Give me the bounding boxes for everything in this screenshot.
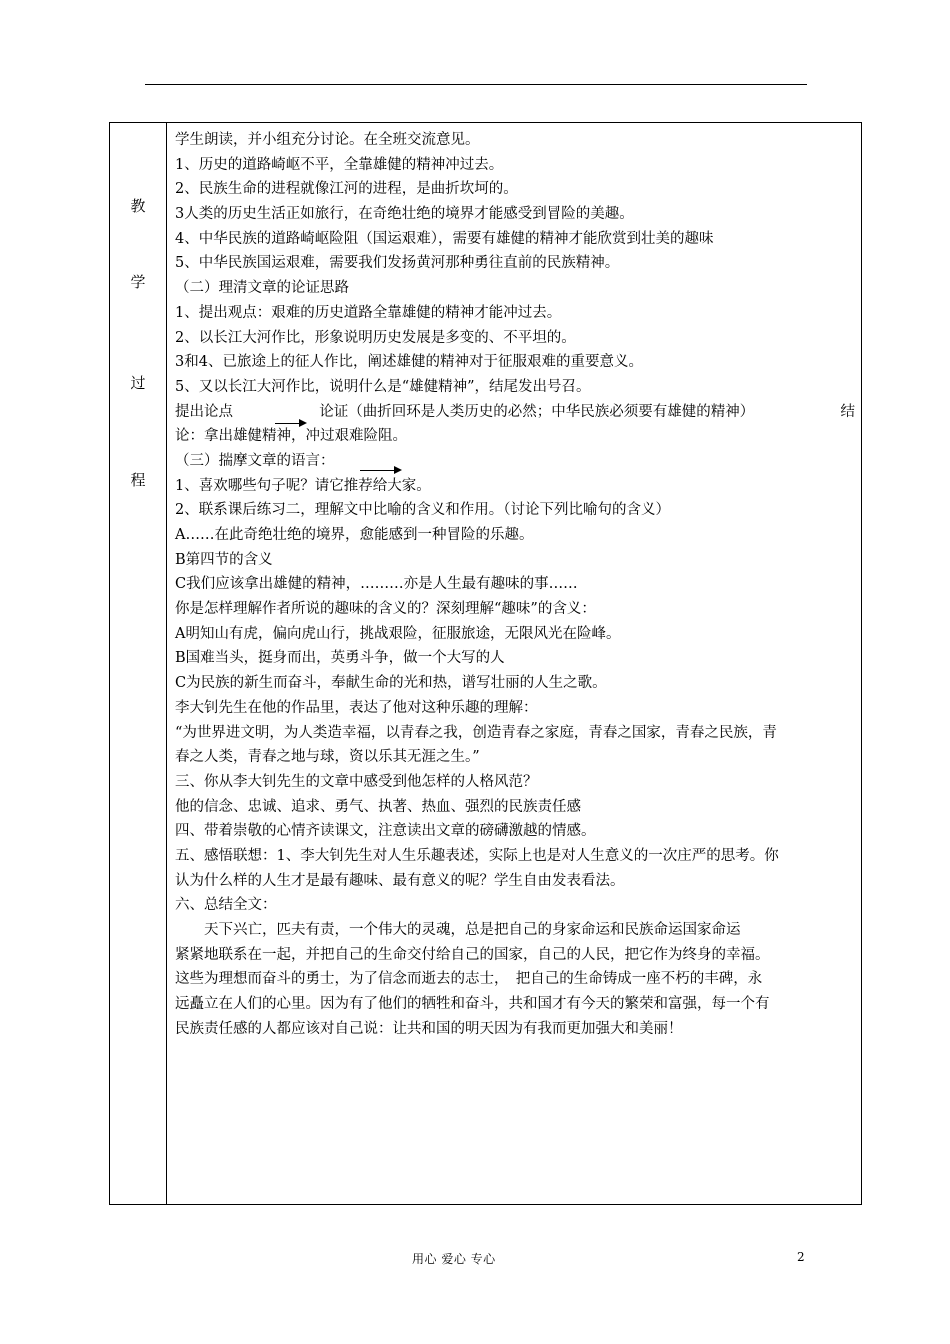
text-line: 他的信念、忠诚、追求、勇气、执著、热血、强烈的民族责任感 — [175, 798, 581, 815]
text-line: 3人类的历史生活正如旅行，在奇绝壮绝的境界才能感受到冒险的美趣。 — [175, 206, 634, 223]
summary-line: 紧紧地联系在一起，并把自己的生命交付给自己的国家，自己的人民，把它作为终身的幸福。 — [175, 946, 770, 963]
argument-conclusion-start: 结 — [840, 403, 855, 420]
section-heading: 五、感悟联想：1、李大钊先生对人生乐趣表述，实际上也是对人生意义的一次庄严的思考。你 — [175, 847, 779, 864]
text-line: 1、喜欢哪些句子呢？请它推荐给大家。 — [175, 477, 431, 494]
text-line: 5、又以长江大河作比，说明什么是“雄健精神”，结尾发出号召。 — [175, 378, 591, 395]
arrow-right-icon — [360, 470, 400, 471]
label-column — [110, 123, 167, 1204]
argument-proof: 论证（曲折回环是人类历史的必然；中华民族必须要有雄健的精神） — [319, 403, 755, 420]
section-heading: （二）理清文章的论证思路 — [175, 280, 349, 297]
text-line: A……在此奇绝壮绝的境界，愈能感到一种冒险的乐趣。 — [175, 527, 534, 543]
lesson-table — [109, 122, 862, 1205]
text-line: 认为什么样的人生才是最有趣味、最有意义的呢？学生自由发表看法。 — [175, 872, 625, 889]
text-line: B国难当头，挺身而出，英勇斗争，做一个大写的人 — [175, 650, 505, 667]
text-line: 2、民族生命的进程就像江河的进程，是曲折坎坷的。 — [175, 181, 518, 198]
text-line: 学生朗读，并小组充分讨论。在全班交流意见。 — [175, 132, 480, 148]
text-line: 论：拿出雄健精神，冲过艰难险阻。 — [175, 428, 407, 445]
section-heading: （三）揣摩文章的语言： — [175, 452, 335, 469]
label-char: 过 — [130, 374, 146, 392]
text-line: 5、中华民族国运艰难，需要我们发扬黄河那种勇往直前的民族精神。 — [175, 255, 620, 272]
text-line: B第四节的含义 — [175, 551, 273, 568]
text-line: 1、提出观点：艰难的历史道路全靠雄健的精神才能冲过去。 — [175, 304, 562, 321]
section-heading: 三、你从李大钊先生的文章中感受到他怎样的人格风范？ — [175, 773, 538, 790]
header-rule — [145, 84, 807, 85]
text-line: A明知山有虎，偏向虎山行，挑战艰险，征服旅途，无限风光在险峰。 — [175, 625, 621, 642]
argument-thesis: 提出论点 — [175, 403, 233, 420]
argument-flow-line — [175, 400, 855, 425]
quote-line: “为世界进文明，为人类造幸福，以青春之我，创造青春之家庭，青春之国家，青春之民族，青 — [175, 724, 777, 741]
text-line: 2、联系课后练习二，理解文中比喻的含义和作用。（讨论下列比喻句的含义） — [175, 502, 670, 519]
page-number: 2 — [797, 1250, 805, 1264]
label-char: 程 — [130, 471, 146, 489]
section-heading: 六、总结全文： — [175, 897, 277, 914]
content-cell — [175, 128, 855, 1041]
text-line: C我们应该拿出雄健的精神，………亦是人生最有趣味的事…… — [175, 576, 578, 593]
text-line: 李大钊先生在他的作品里，表达了他对这种乐趣的理解： — [175, 699, 538, 716]
summary-line: 这些为理想而奋斗的勇士，为了信念而逝去的志士， 把自己的生命铸成一座不朽的丰碑，永 — [175, 971, 763, 988]
summary-line: 远矗立在人们的心里。因为有了他们的牺牲和奋斗，共和国才有今天的繁荣和富强，每一个有 — [175, 996, 770, 1013]
text-line: 2、以长江大河作比，形象说明历史发展是多变的、不平坦的。 — [175, 329, 576, 346]
footer-text: 用心 爱心 专心 — [412, 1252, 496, 1266]
summary-line: 天下兴亡，匹夫有责，一个伟大的灵魂，总是把自己的身家命运和民族命运国家命运 — [204, 922, 741, 938]
label-char: 学 — [130, 273, 146, 291]
label-char: 教 — [130, 197, 146, 215]
text-line: 1、历史的道路崎岖不平，全靠雄健的精神冲过去。 — [175, 156, 504, 173]
quote-line: 春之人类，青春之地与球，资以乐其无涯之生。” — [175, 749, 480, 766]
text-line: C为民族的新生而奋斗，奉献生命的光和热，谱写壮丽的人生之歌。 — [175, 675, 607, 692]
text-line: 4、中华民族的道路崎岖险阻（国运艰难），需要有雄健的精神才能欣赏到壮美的趣味 — [175, 230, 714, 247]
arrow-right-icon — [275, 423, 305, 424]
summary-line: 民族责任感的人都应该对自己说：让共和国的明天因为有我而更加强大和美丽！ — [175, 1020, 683, 1037]
text-line: 3和4、已旅途上的征人作比，阐述雄健的精神对于征服艰难的重要意义。 — [175, 354, 643, 371]
text-line: 你是怎样理解作者所说的趣味的含义的？深刻理解“趣味”的含义： — [175, 601, 596, 618]
section-heading: 四、带着崇敬的心情齐读课文，注意读出文章的磅礴激越的情感。 — [175, 823, 596, 840]
